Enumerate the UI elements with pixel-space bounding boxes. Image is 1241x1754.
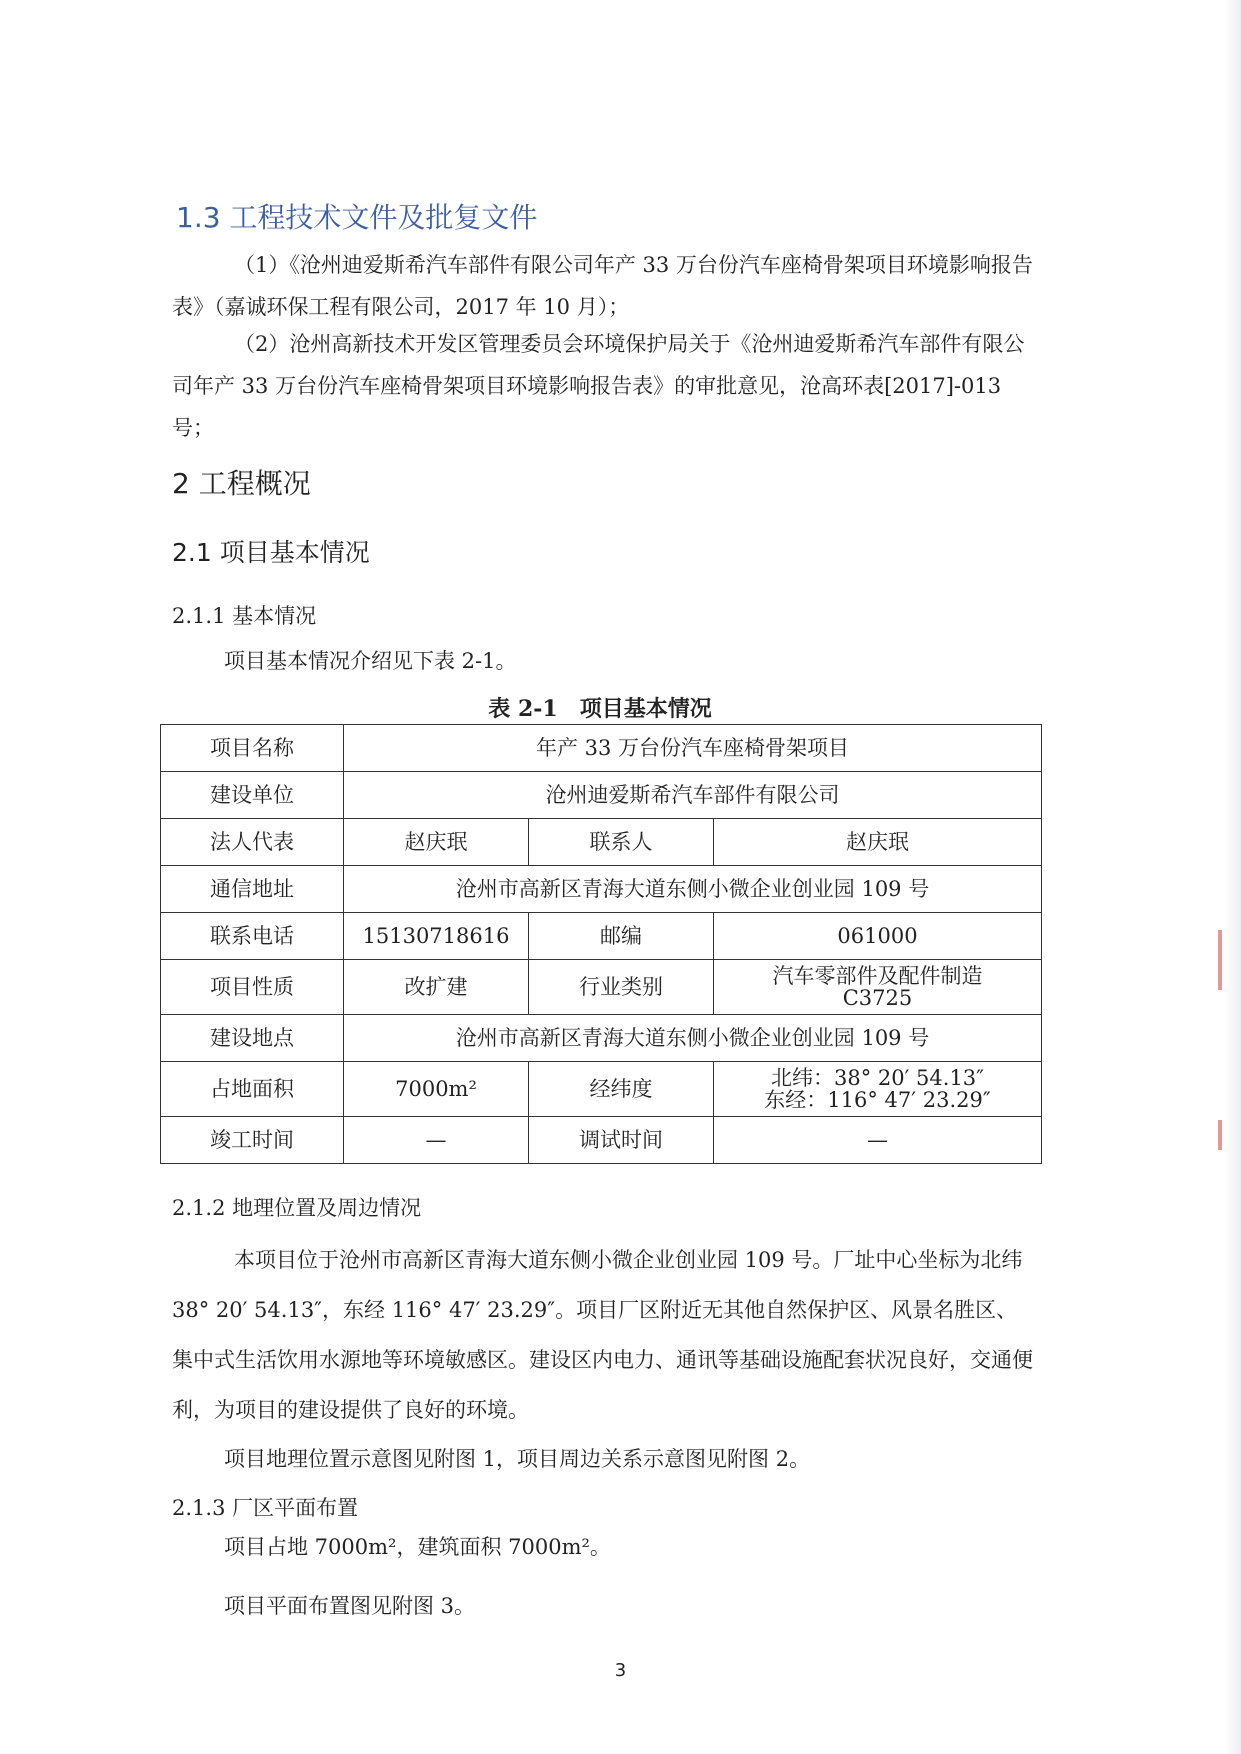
project-info-table	[160, 724, 1042, 1164]
area-label: 占地面积	[161, 1062, 344, 1117]
postcode-value: 061000	[714, 913, 1042, 960]
address-value: 沧州市高新区青海大道东侧小微企业创业园 109 号	[344, 866, 1042, 913]
coord-value	[714, 1062, 1042, 1117]
debug-value: —	[714, 1117, 1042, 1164]
industry-label: 行业类别	[529, 960, 714, 1015]
project-name-label: 项目名称	[161, 725, 344, 772]
reference-item-2: （2）沧州高新技术开发区管理委员会环境保护局关于《沧州迪爱斯希汽车部件有限公司年产 33 万台份汽车座椅骨架项目环境影响报告表》的审批意见，沧高环表[2017]-013 号；	[172, 332, 1025, 440]
coord-label: 经纬度	[529, 1062, 714, 1117]
completion-label: 竣工时间	[161, 1117, 344, 1164]
industry-value	[714, 960, 1042, 1015]
table-row	[161, 819, 1042, 866]
coord-value-line2: 东经：116° 47′ 23.29″	[764, 1088, 991, 1112]
area-value: 7000m²	[344, 1062, 529, 1117]
contact-label: 联系人	[529, 819, 714, 866]
phone-value: 15130718616	[344, 913, 529, 960]
table-row	[161, 866, 1042, 913]
section-2-1-2-heading: 2.1.2 地理位置及周边情况	[172, 1196, 422, 1220]
location-paragraph: 本项目位于沧州市高新区青海大道东侧小微企业创业园 109 号。厂址中心坐标为北纬 38° 20′ 54.13″，东经 116° 47′ 23.29″。项目厂区附近无其他自然保护区、风景名胜区、集中式生活饮用水源地等环境敏感区。建设区内电力、通讯等基础设施配套状况良好，交通便利，为项目的建设提供了良好的环境。	[172, 1248, 1033, 1422]
builder-value: 沧州迪爱斯希汽车部件有限公司	[344, 772, 1042, 819]
section-2-heading: 2 工程概况	[172, 467, 311, 500]
nature-label: 项目性质	[161, 960, 344, 1015]
layout-figure-note: 项目平面布置图见附图 3。	[224, 1594, 476, 1618]
table-row	[161, 960, 1042, 1015]
section-2-1-heading: 2.1 项目基本情况	[172, 538, 370, 567]
layout-paragraph: 项目占地 7000m²，建筑面积 7000m²。	[224, 1535, 611, 1559]
coord-value-line1: 北纬：38° 20′ 54.13″	[770, 1066, 985, 1090]
table-intro: 项目基本情况介绍见下表 2-1。	[224, 649, 517, 673]
nature-value: 改扩建	[344, 960, 529, 1015]
margin-stamp-mark	[1218, 930, 1222, 990]
legal-rep-value: 赵庆珉	[344, 819, 529, 866]
contact-value: 赵庆珉	[714, 819, 1042, 866]
margin-stamp-mark	[1218, 1120, 1222, 1150]
table-row	[161, 1015, 1042, 1062]
section-2-1-3-heading: 2.1.3 厂区平面布置	[172, 1496, 359, 1520]
site-label: 建设地点	[161, 1015, 344, 1062]
industry-value-line2: C3725	[842, 986, 913, 1010]
postcode-label: 邮编	[529, 913, 714, 960]
project-name-value: 年产 33 万台份汽车座椅骨架项目	[344, 725, 1042, 772]
industry-value-line1: 汽车零部件及配件制造	[772, 964, 983, 988]
completion-value: —	[344, 1117, 529, 1164]
reference-item-1: （1）《沧州迪爱斯希汽车部件有限公司年产 33 万台份汽车座椅骨架项目环境影响报告表》（嘉诚环保工程有限公司，2017 年 10 月）；	[172, 253, 1033, 319]
phone-label: 联系电话	[161, 913, 344, 960]
site-value: 沧州市高新区青海大道东侧小微企业创业园 109 号	[344, 1015, 1042, 1062]
section-2-1-1-heading: 2.1.1 基本情况	[172, 604, 317, 628]
section-1-3-heading: 1.3 工程技术文件及批复文件	[176, 201, 538, 234]
location-figure-note: 项目地理位置示意图见附图 1，项目周边关系示意图见附图 2。	[224, 1447, 811, 1471]
table-row	[161, 1117, 1042, 1164]
table-caption: 表 2-1 项目基本情况	[488, 696, 712, 722]
table-row	[161, 913, 1042, 960]
table-row	[161, 772, 1042, 819]
table-row	[161, 725, 1042, 772]
debug-label: 调试时间	[529, 1117, 714, 1164]
builder-label: 建设单位	[161, 772, 344, 819]
scan-edge-shadow	[1225, 0, 1241, 1754]
page-number: 3	[614, 1660, 627, 1681]
legal-rep-label: 法人代表	[161, 819, 344, 866]
address-label: 通信地址	[161, 866, 344, 913]
table-row	[161, 1062, 1042, 1117]
